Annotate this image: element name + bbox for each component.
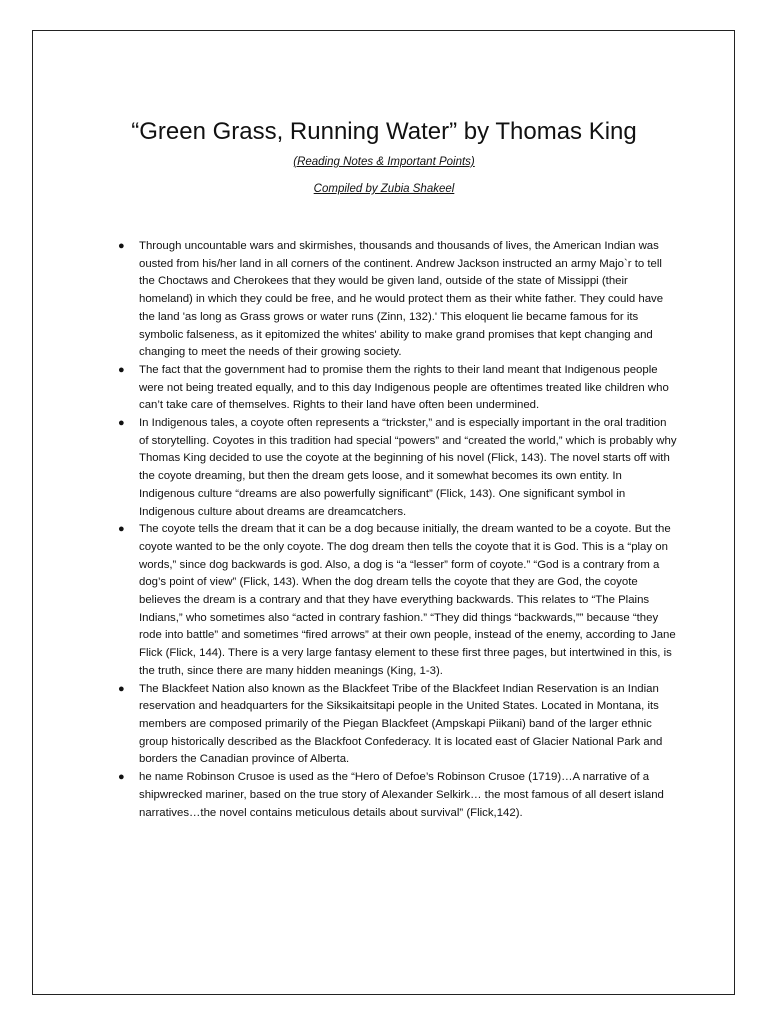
document-title: “Green Grass, Running Water” by Thomas King — [131, 118, 637, 145]
bullet-icon: ● — [118, 682, 125, 695]
bullet-icon: ● — [118, 240, 125, 252]
note-text: The coyote tells the dream that it can be a dog because initially, the dream wanted to be a coyote. But the coyote wanted to be the only coyote. The dog dream then tells the coyote that it is God. This is a “play on words,” since dog backwards is god. Also, a dog is “a “lesser” form of coyote.” “God is a contrary from a dog’s point of view” (Flick, 143). When the dog dream tells the coyote that they are God, the coyote believes the dream is a contrary and that they have everything backwards. This relates to “The Plains Indians,” who sometimes also “acted in contrary fashion.” “They did things “backwards,”” because “they rode into battle” and sometimes “fired arrows” at their own people, instead of the enemy, according to Jane Flick (Flick, 144). There is a very large fantasy element to these first three pages, but intertwined in this, is the truth, since there are many hidden meanings (King, 1-3). — [139, 523, 676, 677]
document-subtitle: (Reading Notes & Important Points) — [293, 156, 475, 168]
note-item — [118, 681, 678, 770]
bullet-icon: ● — [118, 417, 125, 430]
note-text: In Indigenous tales, a coyote often represents a “trickster,” and is especially important in the oral tradition of storytelling. Coyotes in this tradition had special “powers” and “created the world,” which is probably why Thomas King decided to use the coyote at the beginning of his novel (Flick, 143). The novel starts off with the coyote dreaming, but then the dream gets loose, and it somewhat becomes its own entity. In Indigenous culture “dreams are also powerfully significant” (Flick, 143). One significant symbol in Indigenous culture about dreams are dreamcatchers. — [139, 417, 677, 518]
bullet-icon: ● — [118, 523, 125, 536]
note-text: he name Robinson Crusoe is used as the “Hero of Defoe’s Robinson Crusoe (1719)…A narrative of a shipwrecked mariner, based on the true story of Alexander Selkirk… the most famous of all desert island narratives…the novel contains meticulous details about survival” (Flick,142). — [139, 771, 664, 819]
notes-list — [118, 238, 678, 822]
note-item — [118, 521, 678, 680]
bullet-icon: ● — [118, 363, 125, 376]
note-text: The Blackfeet Nation also known as the Blackfeet Tribe of the Blackfeet Indian Reservation is an Indian reservation and headquarters for the Siksikaitsitapi people in the United States. Located in Montana, its members are composed primarily of the Piegan Blackfeet (Ampskapi Piikani) band of the larger ethnic group historically described as the Blackfoot Confederacy. It is located east of Glacier National Park and borders the Canadian province of Alberta. — [139, 682, 663, 766]
note-item — [118, 769, 678, 822]
bullet-icon: ● — [118, 771, 125, 784]
note-text: Through uncountable wars and skirmishes, thousands and thousands of lives, the American Indian was ousted from his/her land in all corners of the continent. Andrew Jackson instructed an army Majo`r to tell the Choctaws and Cherokees that they would be given land, outside of the state of Missippi (their homeland) in which they could be free, and he would protect them as their white father. They could have the land 'as long as Grass grows or water runs (Zinn, 132).' This eloquent lie became famous for its symbolic falseness, as it epitomized the whites' ability to make grand promises that kept changing and changing to meet the needs of their growing society. — [139, 240, 664, 359]
note-item — [118, 415, 678, 521]
note-item — [118, 238, 678, 362]
note-text: The fact that the government had to promise them the rights to their land meant that Indigenous people were not being treated equally, and to this day Indigenous people are oftentimes treated like children who can’t take care of themselves. Rights to their land have often been undermined. — [139, 363, 669, 412]
compiled-by: Compiled by Zubia Shakeel — [313, 183, 455, 195]
note-item — [118, 362, 678, 415]
